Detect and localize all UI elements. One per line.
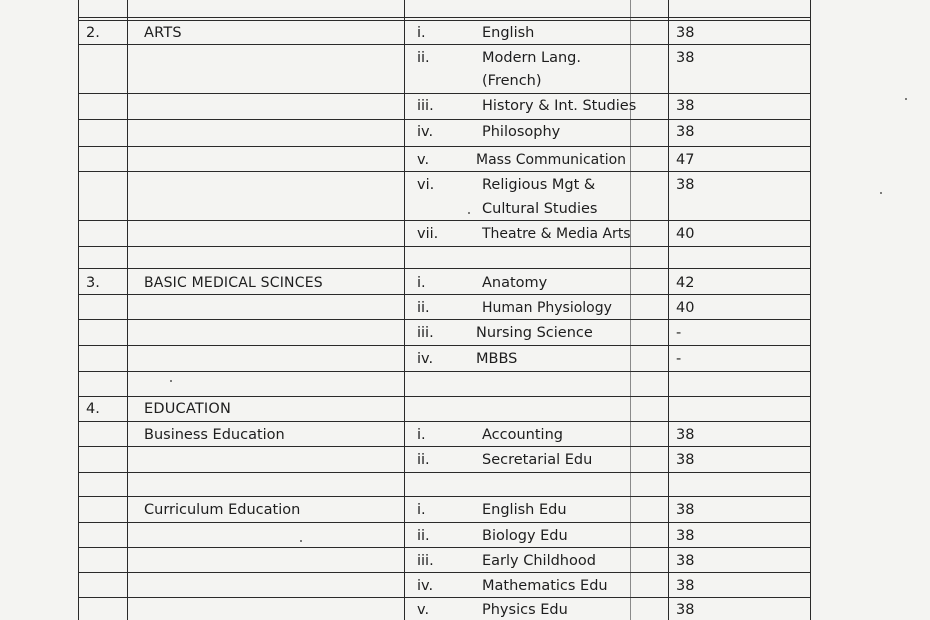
student-count: 47 [676, 152, 695, 168]
row-divider [78, 396, 811, 397]
student-count: 38 [676, 50, 695, 66]
row-divider [78, 17, 811, 18]
row-divider [78, 93, 811, 94]
student-count: 40 [676, 300, 695, 316]
subject-name: Accounting [482, 427, 563, 443]
section-number: 4. [86, 401, 100, 417]
subject-name: Mathematics Edu [482, 578, 608, 594]
row-divider [78, 547, 811, 548]
faculty-name: BASIC MEDICAL SCINCES [144, 275, 323, 291]
subject-name: History & Int. Studies [482, 98, 637, 114]
row-divider [78, 119, 811, 120]
item-roman-numeral: iii. [417, 325, 434, 341]
scan-speck [170, 380, 172, 382]
row-divider [78, 371, 811, 372]
item-roman-numeral: iii. [417, 553, 434, 569]
row-divider [78, 446, 811, 447]
subject-name: Nursing Science [476, 325, 593, 341]
faculty-name: EDUCATION [144, 401, 232, 417]
subject-name: English Edu [482, 502, 567, 518]
row-divider [78, 522, 811, 523]
item-roman-numeral: v. [417, 602, 430, 618]
row-divider [78, 20, 811, 21]
student-count: 38 [676, 578, 695, 594]
student-count: 38 [676, 25, 695, 41]
subject-name: Anatomy [482, 275, 548, 291]
subject-name: Biology Edu [482, 528, 568, 544]
item-roman-numeral: vi. [417, 177, 435, 193]
student-count: - [676, 351, 682, 367]
subject-name: Secretarial Edu [482, 452, 593, 468]
item-roman-numeral: iv. [417, 124, 434, 140]
subject-name-line2: Cultural Studies [482, 201, 598, 217]
scan-speck [880, 192, 882, 194]
item-roman-numeral: iv. [417, 351, 434, 367]
item-roman-numeral: iii. [417, 98, 434, 114]
student-count: 38 [676, 177, 695, 193]
department-name: Business Education [144, 427, 285, 443]
subject-name: Religious Mgt & [482, 177, 596, 193]
student-count: 42 [676, 275, 695, 291]
scan-speck [905, 98, 907, 100]
subject-name: Mass Communication [476, 152, 627, 168]
row-divider [78, 294, 811, 295]
row-divider [78, 572, 811, 573]
item-roman-numeral: ii. [417, 452, 430, 468]
row-divider [78, 171, 811, 172]
student-count: 40 [676, 226, 695, 242]
subject-name: MBBS [476, 351, 518, 367]
row-divider [78, 496, 811, 497]
item-roman-numeral: vii. [417, 226, 439, 242]
section-number: 2. [86, 25, 100, 41]
student-count: 38 [676, 427, 695, 443]
item-roman-numeral: i. [417, 502, 426, 518]
row-divider [78, 268, 811, 269]
item-roman-numeral: ii. [417, 50, 430, 66]
subject-name-line2: (French) [482, 73, 542, 89]
row-divider [78, 246, 811, 247]
subject-name: Theatre & Media Arts [482, 226, 631, 242]
student-count: 38 [676, 528, 695, 544]
student-count: 38 [676, 124, 695, 140]
student-count: 38 [676, 602, 695, 618]
item-roman-numeral: iv. [417, 578, 434, 594]
row-divider [78, 44, 811, 45]
student-count: 38 [676, 502, 695, 518]
faculty-name: ARTS [144, 25, 182, 41]
row-divider [78, 319, 811, 320]
subject-name: Philosophy [482, 124, 561, 140]
row-divider [78, 220, 811, 221]
subject-name: Human Physiology [482, 300, 612, 316]
section-number: 3. [86, 275, 100, 291]
item-roman-numeral: i. [417, 25, 426, 41]
item-roman-numeral: i. [417, 275, 426, 291]
subject-name: Physics Edu [482, 602, 568, 618]
subject-name: English [482, 25, 535, 41]
item-roman-numeral: i. [417, 427, 426, 443]
student-count: 38 [676, 452, 695, 468]
student-count: 38 [676, 98, 695, 114]
item-roman-numeral: ii. [417, 528, 430, 544]
item-roman-numeral: v. [417, 152, 430, 168]
subject-name: Modern Lang. [482, 50, 581, 66]
row-divider [78, 345, 811, 346]
scan-speck [300, 540, 302, 542]
student-count: - [676, 325, 682, 341]
row-divider [78, 597, 811, 598]
student-count: 38 [676, 553, 695, 569]
department-name: Curriculum Education [144, 502, 301, 518]
row-divider [78, 146, 811, 147]
row-divider [78, 421, 811, 422]
scan-speck [468, 212, 470, 214]
row-divider [78, 472, 811, 473]
subject-name: Early Childhood [482, 553, 596, 569]
item-roman-numeral: ii. [417, 300, 430, 316]
